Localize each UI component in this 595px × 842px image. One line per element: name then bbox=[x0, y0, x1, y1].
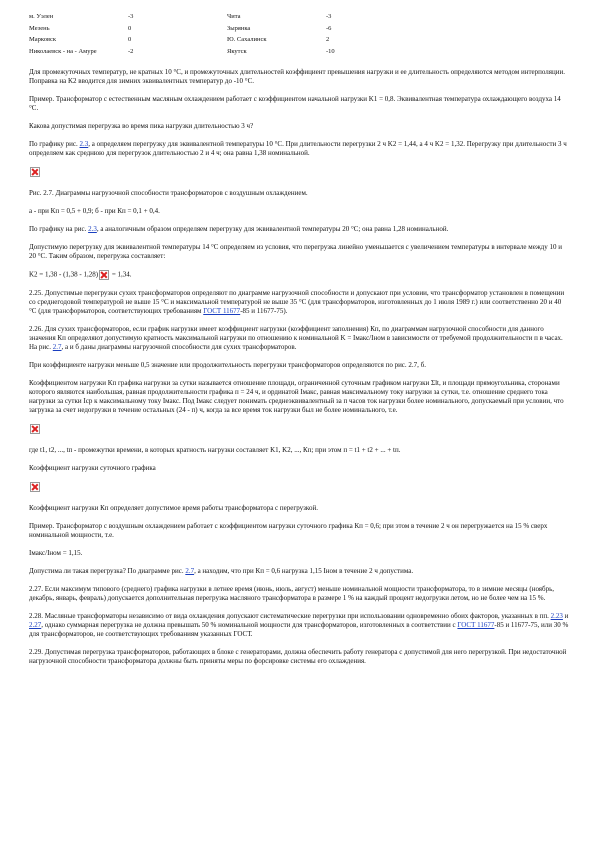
city-name: м. Уэлен bbox=[29, 13, 54, 20]
temperature-value: 2 bbox=[326, 36, 330, 43]
link-gost-11677[interactable]: ГОСТ 11677 bbox=[457, 621, 495, 629]
formula: K2 = 1,38 - (1,38 - 1,28) = 1,34. bbox=[29, 270, 132, 279]
city-name: Мезень bbox=[29, 24, 50, 32]
temperature-value: -3 bbox=[128, 13, 134, 20]
temperature-value: 0 bbox=[128, 24, 132, 32]
paragraph: Какова допустимая перегрузка во время пика нагрузки длительностью 3 ч? bbox=[29, 122, 254, 130]
paragraph: По графику рис. 2.3, а определяем перегрузку для эквивалентной температуры 10 °С. При длительности перегрузки 2 ч K2 = 1,44, а 4 ч K2 = 1,32. Перегрузку при длительности 3 ч определяем как среднюю для перегрузок длительностью 2 и 4 ч; она равна 1,38 номинальной. bbox=[29, 140, 567, 157]
table-row bbox=[29, 13, 406, 25]
city-name: Марковск bbox=[29, 36, 57, 43]
paragraph: Коэффициент нагрузки суточного графика bbox=[29, 464, 156, 472]
table-row bbox=[29, 48, 406, 60]
paragraph: 2.28. Масляные трансформаторы независимо от вида охлаждения допускают систематические перегрузки при использовании одновременно обоих факторов, указанных в пп. 2.23 и 2.27, однако суммарная перегрузка не должна превышать 50 % номинальной мощности для трансформаторов, изготовленных в соответствии с ГОСТ 11677-85 и 11677-75, или 30 % для трансформаторов, не соответствующих требованиям указанных ГОСТ. bbox=[29, 612, 569, 638]
table-row bbox=[29, 25, 406, 37]
paragraph: При коэффициенте нагрузки меньше 0,5 значение или продолжительность перегрузки трансформаторов определяются по рис. 2.7, б. bbox=[29, 361, 426, 369]
table-row bbox=[29, 36, 406, 48]
paragraph: Допустимую перегрузку для эквивалентной температуры 14 °С определяем из условия, что перегрузка линейно уменьшается с увеличением температуры в интервале между 10 и 20 °С. Таким образом, перегрузка составляет: bbox=[29, 243, 562, 260]
temperature-value: -10 bbox=[326, 47, 335, 55]
city-name: Зырянка bbox=[227, 24, 251, 32]
city-name: Ю. Сахалинск bbox=[227, 36, 267, 43]
paragraph: Пример. Трансформатор с естественным масляным охлаждением работает с коэффициентом начальной нагрузки K1 = 0,8. Эквивалентная температура охлаждающего воздуха 14 °С. bbox=[29, 95, 561, 112]
broken-image-icon bbox=[99, 270, 109, 280]
paragraph: Пример. Трансформатор с воздушным охлаждением работает с коэффициентом нагрузки суточного графика Кп = 0,6; при этом в течение 2 ч он перегружается на 15 % сверх номинальной мощности, т.е. bbox=[29, 522, 548, 539]
city-name: Николаевск - на - Амуре bbox=[29, 47, 97, 55]
temperature-value: 0 bbox=[128, 36, 132, 43]
paragraph: Для промежуточных температур, не кратных 10 °С, и промежуточных длительностей коэффициент превышения нагрузки и ее длительность определяются методом интерполяции. Поправка на K2 вводится для зимних эквивалентных температур до -10 °С. bbox=[29, 68, 566, 85]
paragraph: 2.26. Для сухих трансформаторов, если график нагрузки имеет коэффициент нагрузки (коэффициент заполнения) Кп, по диаграммам нагрузочной способности для данного значения Кп определяют допустимую кратность максимальной нагрузки по отношению к номинальной K = Iмакс/Iном в зависимости от требуемой продолжительности п в часах. На рис. 2.7, а и б даны диаграммы нагрузочной способности для сухих трансформаторов. bbox=[29, 325, 563, 351]
city-name: Якутск bbox=[227, 47, 247, 55]
broken-image-icon bbox=[30, 424, 40, 434]
paragraph: 2.27. Если максимум типового (среднего) графика нагрузки в летнее время (июнь, июль, август) меньше номинальной мощности трансформатора, то в зимние месяцы (ноябрь, декабрь, январь, февраль) допускается дополнительная перегрузка масляного трансформатора в размере 1 % на каждый процент недогрузки летом, но не более чем на 15 %. bbox=[29, 585, 555, 602]
figure-legend: а - при Кп = 0,5 + 0,9; б - при Кп = 0,1 + 0,4. bbox=[29, 207, 160, 215]
paragraph: По графику на рис. 2.3, а аналогичным образом определяем перегрузку для эквивалентной температуры 20 °С; она равна 1,28 номинальной. bbox=[29, 225, 449, 233]
figure-caption: Рис. 2.7. Диаграммы нагрузочной способности трансформаторов с воздушным охлаждением. bbox=[29, 189, 308, 197]
paragraph: Iмакс/Iном = 1,15. bbox=[29, 549, 83, 557]
link-item-2-23[interactable]: 2.23 bbox=[550, 612, 563, 620]
broken-image-icon bbox=[30, 167, 40, 177]
link-fig-2-7[interactable]: 2.7 bbox=[52, 343, 62, 351]
link-fig-2-3[interactable]: 2.3 bbox=[79, 140, 89, 148]
paragraph: Коэффициентом нагрузки Кп графика нагрузки за сутки называется отношение площади, ограниченной суточным графиком нагрузки Σlt, и площади прямоугольника, сторонами которого являются наибольшая, равная продолжительности графика п = 24 ч, и ординатой Iмакс, равная максимальному току нагрузки за сутки, т.е. отношение среднего тока нагрузки за сутки Iср к максимальному току Iмакс. Под Iмакс следует понимать среднеэквивалентный за п часов ток нагрузки более номинального, допускаемый при условии, что загрузка за счет недогрузки в течение остальных (24 - п) ч, когда за все время ток нагрузки был не более номинального, т.е. bbox=[29, 379, 564, 414]
broken-image-icon bbox=[30, 482, 40, 492]
paragraph: 2.29. Допустимая перегрузка трансформаторов, работающих в блоке с генераторами, должна обеспечить работу генератора с допустимой для него перегрузкой. При недостаточной нагрузочной способности трансформатора должны быть приняты меры по форсировке системы его охлаждения. bbox=[29, 648, 567, 665]
link-fig-2-3[interactable]: 2.3 bbox=[88, 225, 97, 233]
city-name: Чита bbox=[227, 13, 241, 20]
link-item-2-27[interactable]: 2.27 bbox=[29, 621, 42, 629]
paragraph: где t1, t2, ..., tп - промежутки времени, в которых кратность нагрузки составляет K1, K2, ..., Кп; при этом п = t1 + t2 + ... + tп. bbox=[29, 446, 401, 454]
temperature-value: -3 bbox=[326, 13, 332, 20]
temperature-value: -2 bbox=[128, 47, 134, 55]
paragraph: Коэффициент нагрузки Кп определяет допустимое время работы трансформатора с перегрузкой. bbox=[29, 504, 318, 512]
paragraph: Допустима ли такая перегрузка? По диаграмме рис. 2.7, а находим, что при Кп = 0,6 нагрузка 1,15 Iном в течение 2 ч допустима. bbox=[29, 567, 414, 575]
document-page bbox=[29, 13, 569, 675]
link-fig-2-7[interactable]: 2.7 bbox=[185, 567, 195, 575]
paragraph: 2.25. Допустимые перегрузки сухих трансформаторов определяют по диаграмме нагрузочной способности и допускают при условии, что трансформатор установлен в помещении со среднегодовой температурой не выше 15 °С и максимальной температурой не выше 35 °С (для трансформаторов, изготовленных до 1 июля 1989 г.) или соответственно 20 и 40 °С (для трансформаторов, соответствующих требованиям ГОСТ 11677-85 и 11677-75). bbox=[29, 289, 565, 315]
temperature-value: -6 bbox=[326, 24, 332, 32]
climate-table bbox=[29, 13, 406, 59]
link-gost-11677[interactable]: ГОСТ 11677 bbox=[203, 307, 241, 315]
